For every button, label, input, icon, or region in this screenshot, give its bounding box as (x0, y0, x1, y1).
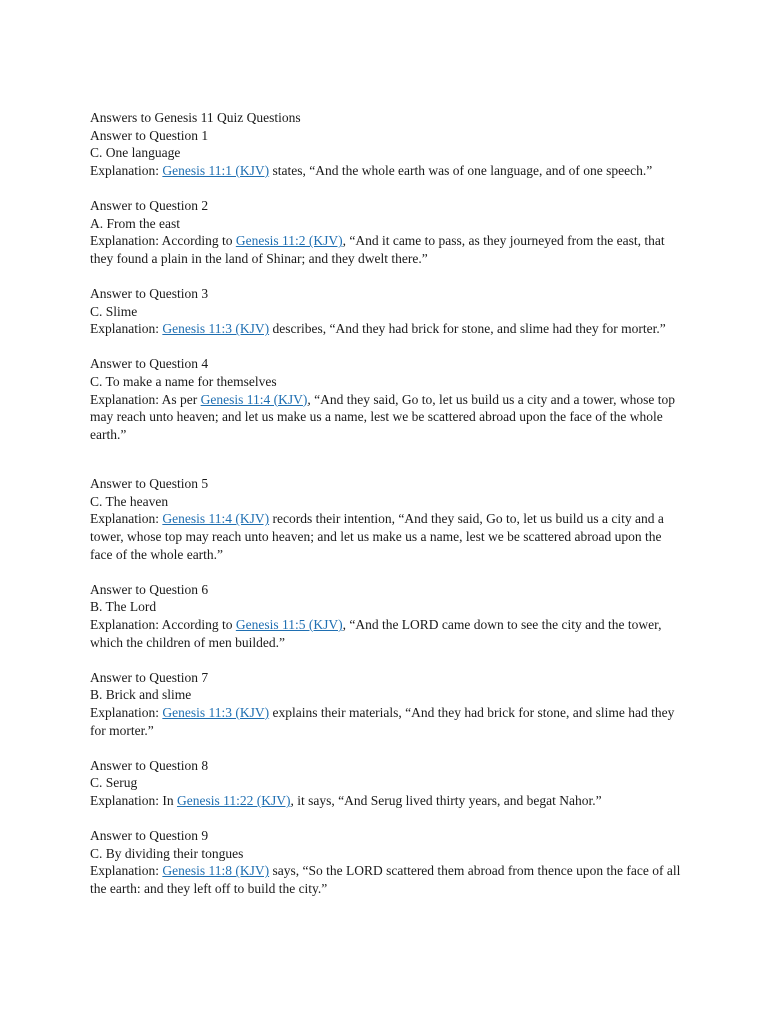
answer-choice: C. The heaven (90, 493, 169, 509)
answer-choice: C. By dividing their tongues (90, 845, 244, 861)
explanation-text: , “And they said, Go to, let us build us a city and a tower, whose top may reach unto heaven; and let us make us a name, lest we be scattered abroad upon the face of the whole earth.” (90, 391, 675, 442)
answer-block-8 (90, 757, 682, 810)
explanation-prefix: Explanation: (90, 705, 163, 720)
paragraph-spacer (90, 267, 682, 285)
answer-choice: C. To make a name for themselves (90, 373, 277, 389)
answer-heading: Answer to Question 5 (90, 476, 209, 492)
explanation-prefix: Explanation: (90, 511, 163, 527)
scripture-reference-link[interactable]: Genesis 11:1 (KJV) (162, 162, 270, 178)
paragraph-spacer (90, 810, 682, 828)
explanation-prefix: Explanation: In (90, 792, 177, 808)
explanation-text: explains their materials, “And they had brick for stone, and slime had they for morter.” (90, 705, 675, 738)
answer-explanation (90, 391, 682, 444)
answer-choice: C. One language (90, 145, 181, 161)
explanation-text: says, “So the LORD scattered them abroad from thence upon the face of all the earth: and they left off to build the city.” (90, 863, 681, 896)
scripture-reference-link[interactable]: Genesis 11:3 (KJV) (162, 321, 270, 337)
answer-explanation (90, 232, 682, 267)
answer-choice: B. The Lord (90, 599, 157, 615)
paragraph-spacer (90, 338, 682, 356)
scripture-reference-link[interactable]: Genesis 11:5 (KJV) (235, 617, 343, 633)
paragraph-spacer (90, 739, 682, 757)
explanation-prefix: Explanation: (90, 321, 163, 337)
answer-heading: Answer to Question 3 (90, 285, 209, 301)
explanation-prefix: Explanation: According to (90, 617, 236, 633)
answer-heading: Answer to Question 7 (90, 669, 209, 685)
answer-block-1 (90, 127, 682, 180)
explanation-text: , “And the LORD came down to see the city and the tower, which the children of men builded.” (90, 617, 662, 650)
explanation-text: states, “And the whole earth was of one language, and of one speech.” (269, 162, 653, 178)
scripture-reference-link[interactable]: Genesis 11:2 (KJV) (235, 233, 343, 249)
answer-block-7 (90, 669, 682, 739)
answer-explanation (90, 510, 682, 563)
explanation-text: records their intention, “And they said, Go to, let us build us a city and a tower, whose top may reach unto heaven; and let us make us a name, lest we be scattered abroad upon the face of the whole earth.” (90, 511, 664, 562)
scripture-reference-link[interactable]: Genesis 11:8 (KJV) (162, 863, 270, 879)
document-page (90, 109, 682, 898)
answer-block-3 (90, 285, 682, 338)
answer-block-2 (90, 197, 682, 267)
explanation-prefix: Explanation: According to (90, 233, 236, 249)
explanation-prefix: Explanation: As per (90, 391, 201, 407)
scripture-reference-link[interactable]: Genesis 11:22 (KJV) (176, 792, 291, 808)
document-title: Answers to Genesis 11 Quiz Questions (90, 110, 301, 125)
scripture-reference-link[interactable]: Genesis 11:4 (KJV) (162, 511, 270, 527)
answer-heading: Answer to Question 6 (90, 581, 209, 597)
explanation-text: , “And it came to pass, as they journeyed from the east, that they found a plain in the land of Shinar; and they dwelt there.” (90, 233, 665, 266)
answer-choice: A. From the east (90, 215, 180, 231)
answer-heading: Answer to Question 4 (90, 356, 209, 372)
scripture-reference-link[interactable]: Genesis 11:4 (KJV) (200, 391, 308, 407)
answer-explanation (90, 320, 682, 338)
paragraph-spacer (90, 443, 682, 475)
answer-block-5 (90, 475, 682, 563)
answer-heading: Answer to Question 8 (90, 757, 209, 773)
answer-explanation (90, 862, 682, 897)
paragraph-spacer (90, 179, 682, 197)
explanation-text: , it says, “And Serug lived thirty years, and begat Nahor.” (290, 792, 602, 808)
answer-block-6 (90, 581, 682, 651)
answer-heading: Answer to Question 9 (90, 828, 209, 844)
answer-explanation (90, 792, 682, 810)
answer-explanation (90, 704, 682, 739)
answer-explanation (90, 616, 682, 651)
explanation-prefix: Explanation: (90, 162, 163, 178)
answer-block-9 (90, 827, 682, 897)
answer-block-4 (90, 355, 682, 443)
answer-choice: C. Serug (90, 775, 138, 791)
paragraph-spacer (90, 563, 682, 581)
answer-explanation (90, 162, 682, 180)
answer-heading: Answer to Question 2 (90, 197, 209, 213)
answer-heading: Answer to Question 1 (90, 127, 209, 143)
scripture-reference-link[interactable]: Genesis 11:3 (KJV) (162, 705, 270, 720)
answer-choice: C. Slime (90, 303, 138, 319)
answer-choice: B. Brick and slime (90, 687, 192, 703)
explanation-text: describes, “And they had brick for stone, and slime had they for morter.” (269, 321, 666, 337)
paragraph-spacer (90, 651, 682, 669)
explanation-prefix: Explanation: (90, 863, 163, 879)
